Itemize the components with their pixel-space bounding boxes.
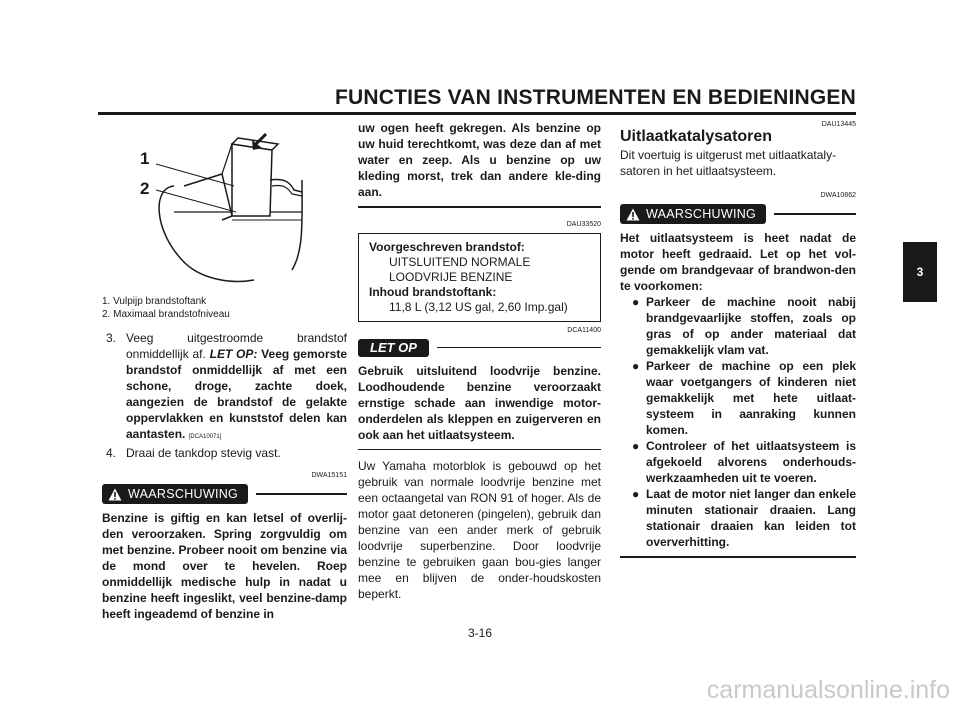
bullet-item [632,486,856,550]
step-number: 4. [106,446,117,460]
figure-caption [102,296,352,321]
column-3 [620,120,856,566]
capacity-label: Inhoud brandstoftank: [369,284,497,299]
fuel-tank-figure [112,120,352,288]
bullet-dot: ● [632,359,640,373]
caption-item: 1. Vulpijp brandstoftank [102,296,207,307]
page-number: 3-16 [467,626,493,640]
doc-code: DAU33520 [566,220,601,228]
warning-label: WAARSCHUWING [646,207,757,221]
doc-code: DWA15151 [311,472,347,479]
chapter-tab: 3 [903,242,937,302]
fuel-tank-illustration [112,120,352,288]
letop-badge: LET OP [358,339,429,357]
doc-code: DWA10862 [820,192,856,199]
step-4 [106,445,347,461]
warning-bullets [632,294,856,550]
warning-header [102,484,347,504]
bullet-text: Laat de motor niet langer dan enkele minuten stationair draaien. Lang stationair draaien kan leiden tot oververhitting. [646,487,856,549]
bullet-text: Parkeer de machine nooit nabij brandgevaarlijke stoffen, zoals op gras of op ander materiaal dat gemakkelijk vlam vat. [646,295,856,357]
column-1 [102,330,347,622]
column-2 [358,120,601,602]
warning-badge [620,204,766,224]
fuel-label: Voorgeschreven brandstof: [369,239,525,254]
page-title: FUNCTIES VAN INSTRUMENTEN EN BEDIENINGEN [335,86,856,109]
caption-item: 2. Maximaal brandstofniveau [102,308,230,320]
letop-text: Gebruik uitsluitend loodvrije benzine. Loodhoudende benzine veroorzaakt ernstige schade aan inwendige motor-onderdelen als kleppen en zuigerveren en ook aan het uitlaatsysteem. [358,363,601,442]
step-text [126,330,347,445]
warning-rule [774,213,856,215]
letop-inline: LET OP: [209,347,258,361]
bullet-item [632,358,856,438]
fuel-value: LOODVRIJE BENZINE [389,269,513,284]
capacity-value: 11,8 L (3,12 US gal, 2,60 Imp.gal) [389,299,568,314]
step-3-text: Veeg uitgestroomde brandstof onmiddellijk af. [126,331,347,361]
warning-end-rule [620,556,856,558]
step-number: 3. [106,331,117,345]
warning-continued: uw ogen heeft gekregen. Als benzine op uw huid terechtkomt, was deze dan af met water en zeep. Als u benzine op uw kleding morst, trek dan andere kle-ding aan. [358,121,601,199]
warning-text: Het uitlaatsysteem is heet nadat de motor heeft gedraaid. Let op het vol-gende om brandgevaar of brandwon-den te voorkomen: [620,231,856,293]
warning-header [620,204,856,224]
bullet-item [632,438,856,486]
warning-icon [626,208,640,221]
title-rule [98,112,856,115]
callout-1: 1 [140,149,150,168]
warning-icon [108,488,122,501]
step-text: Draai de tankdop stevig vast. [126,446,281,460]
intro-text: Dit voertuig is uitgerust met uitlaatkataly-satoren in het uitlaatsysteem. [620,148,837,178]
bullet-text: Controleer of het uitlaatsysteem is afgekoeld alvorens onderhouds-werkzaamheden uit te voeren. [646,439,856,485]
step-3 [106,330,347,445]
warning-label: WAARSCHUWING [128,487,239,501]
bullet-dot: ● [632,487,640,501]
warning-text: Benzine is giftig en kan letsel of overlij-den veroorzaken. Spring zorgvuldig om met benzine. Probeer nooit om benzine via de mond over te hevelen. Roep onmiddellijk medische hulp in nadat u benzine heeft ingeslikt, veel benzine-damp heeft ingeademd of benzine in [102,511,347,621]
letop-end-rule [358,449,601,451]
fuel-paragraph: Uw Yamaha motorblok is gebouwd op het gebruik van normale loodvrije benzine met een octaangetal van RON 91 of hoger. Als de motor gaat detoneren (pingelen), gebruik dan benzine van een ander merk of gebruik loodvrije superbenzine. Door loodvrije benzine te gebruiken gaan bou-gies langer mee en blijven de onder-houdskosten beperkt. [358,459,601,601]
section-heading: Uitlaatkatalysatoren [620,128,773,145]
warning-end-rule [358,206,601,208]
watermark: carmanualsonline.info [706,676,950,704]
step-3-code: [DCA10071] [188,434,222,440]
warning-badge [102,484,248,504]
fuel-value: UITSLUITEND NORMALE [389,254,531,269]
doc-code: DCA11400 [567,326,601,334]
letop-rule [437,347,601,349]
bullet-dot: ● [632,439,640,453]
step-3-caution: Veeg gemorste brandstof onmiddellijk af met een schone, droge, zachte doek, aangezien de brandstof de gelakte oppervlakken en kunststof delen kan aantasten. [126,347,347,441]
fuel-spec-box [358,233,601,322]
bullet-dot: ● [632,295,640,309]
letop-header [358,339,601,357]
doc-code: DAU13445 [821,121,856,128]
bullet-text: Parkeer de machine op een plek waar voetgangers of kinderen niet gemakkelijk met hete uitlaat-systeem in aanraking kunnen komen. [646,359,856,437]
bullet-item [632,294,856,358]
callout-2: 2 [140,179,150,198]
warning-rule [256,493,347,495]
